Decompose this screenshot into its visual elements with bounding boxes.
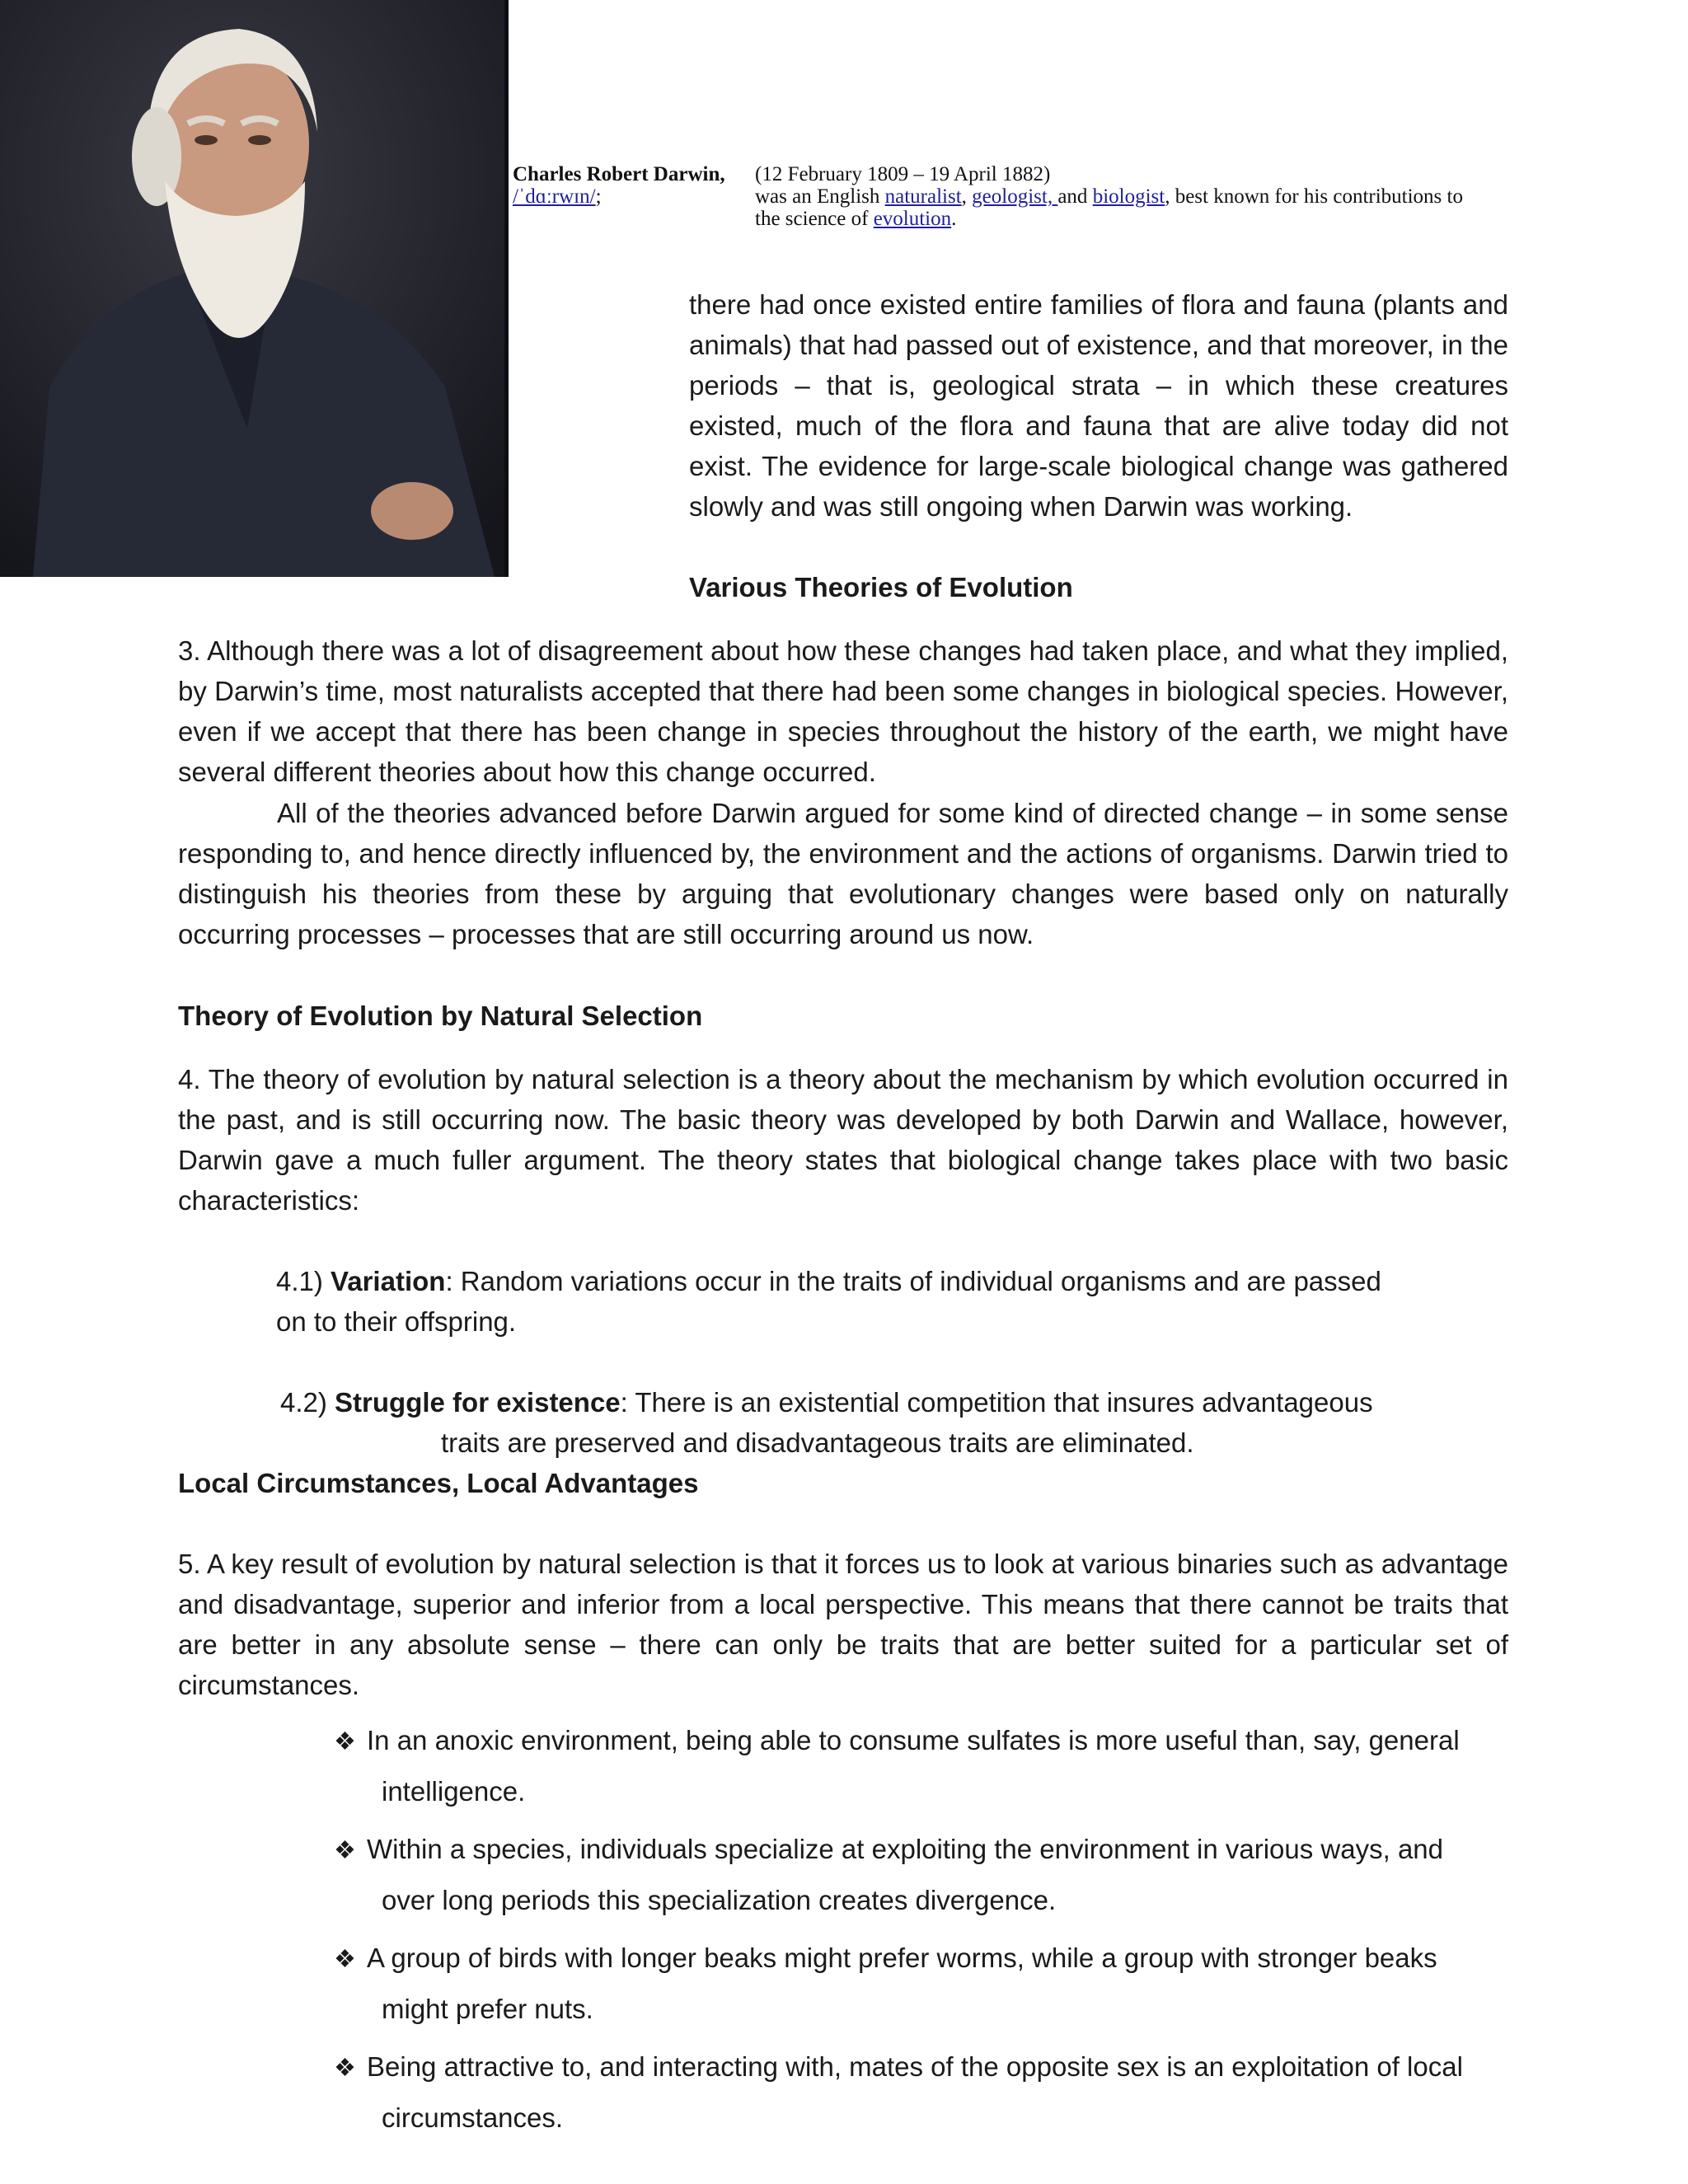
header-name: Charles Robert Darwin, [513, 163, 725, 185]
bullet-text-cont: circumstances. [382, 2102, 564, 2133]
bullet-text: In an anoxic environment, being able to consume sulfates is more useful than, say, general [367, 1725, 1460, 1755]
item-4-1-text-cont: on to their offspring. [276, 1306, 517, 1337]
bullet-text-cont: intelligence. [382, 1776, 526, 1807]
pronunciation-suffix: ; [595, 185, 602, 208]
list-item-variation [276, 1261, 1471, 1342]
list-item [334, 1825, 1529, 1925]
header-desc-line2 [755, 208, 1579, 230]
intro-paragraph: there had once existed entire families of flora and fauna (plants and animals) that had passed out of existence, and that moreover, in the periods – that is, geological strata – in which these creatures existed, much of the flora and fauna that are alive today did not exist. The evidence for large-scale biological change was gathered slowly and was still ongoing when Darwin was working. [689, 289, 1508, 522]
paragraph-5: 5. A key result of evolution by natural selection is that it forces us to look at various binaries such as advantage and disadvantage, superior and inferior from a local perspective. This means that there cannot be traits that are better in any absolute sense – there can only be traits that are better suited for a particular set of circumstances. [178, 1549, 1508, 1700]
paragraph-3: 3. Although there was a lot of disagreement about how these changes had taken place, and what they implied, by Darwin’s time, most naturalists accepted that there had been some changes in biological species. However, even if we accept that there has been change in species throughout the history of the earth, we might have several different theories about how this change occurred. [178, 635, 1508, 787]
diamond-bullet-icon: ❖ [334, 1728, 356, 1755]
diamond-bullet-icon: ❖ [334, 2055, 356, 2082]
pronunciation-link[interactable]: /ˈdɑːrwɪn/ [513, 185, 596, 208]
desc-line2-pre: the science of [755, 208, 874, 230]
list-item [334, 2042, 1529, 2143]
desc-period: . [951, 208, 957, 230]
item-4-1-term: Variation [331, 1266, 446, 1296]
item-4-1-number: 4.1) [276, 1266, 331, 1296]
heading-local-circumstances: Local Circumstances, Local Advantages [178, 1468, 699, 1498]
desc-and: and [1057, 185, 1093, 208]
bullet-text-cont: over long periods this specialization creates divergence. [382, 1885, 1057, 1915]
desc-pre: was an English [755, 185, 885, 208]
bullet-text: A group of birds with longer beaks might prefer worms, while a group with stronger beaks [367, 1943, 1437, 1973]
paragraph-4: 4. The theory of evolution by natural selection is a theory about the mechanism by which evolution occurred in the past, and is still occurring now. The basic theory was developed by both Darwin and Wallace, however, Darwin gave a much fuller argument. The theory states that biological change takes place with two basic characteristics: [178, 1064, 1508, 1216]
list-item-struggle [280, 1382, 1475, 1463]
diamond-bullet-icon: ❖ [334, 1946, 356, 1973]
item-4-2-text: : There is an existential competition that insures advantageous [620, 1387, 1373, 1418]
bullet-text-cont: might prefer nuts. [382, 1994, 593, 2024]
list-item [334, 1933, 1529, 2034]
item-4-2-text-cont: traits are preserved and disadvantageous traits are eliminated. [441, 1427, 1194, 1458]
list-item [334, 1716, 1529, 1816]
item-4-1-text: : Random variations occur in the traits of individual organisms and are passed [445, 1266, 1381, 1296]
header-name-block [513, 163, 752, 208]
paragraph-3b: All of the theories advanced before Darwin argued for some kind of directed change – in some sense responding to, and hence directly influenced by, the environment and the actions of organisms. Darwin tried to distinguish his theories from these by arguing that evolutionary changes were based only on naturally occurring processes – processes that are still occurring around us now. [178, 798, 1508, 949]
bullet-text: Within a species, individuals specialize at exploiting the environment in various ways, and [367, 1834, 1444, 1864]
diamond-bullet-icon: ❖ [334, 1837, 356, 1864]
header-description [755, 163, 1579, 230]
biologist-link[interactable]: biologist [1092, 185, 1165, 208]
geologist-link[interactable]: geologist, [972, 185, 1058, 208]
item-4-2-number: 4.2) [280, 1387, 335, 1418]
evolution-link[interactable]: evolution [873, 208, 952, 230]
bullet-text: Being attractive to, and interacting with, mates of the opposite sex is an exploitation of local [367, 2051, 1463, 2082]
naturalist-link[interactable]: naturalist [884, 185, 962, 208]
desc-mid: , best known for his contributions to [1165, 185, 1463, 208]
header-desc-line1 [755, 185, 1579, 208]
bullet-list [334, 1716, 1529, 2143]
heading-natural-selection: Theory of Evolution by Natural Selection [178, 1001, 703, 1031]
item-4-2-term: Struggle for existence [335, 1387, 621, 1418]
heading-various-theories: Various Theories of Evolution [689, 572, 1073, 602]
desc-comma: , [961, 185, 973, 208]
darwin-portrait [0, 0, 509, 577]
darwin-portrait-image [0, 0, 509, 577]
header-dates: (12 February 1809 – 19 April 1882) [755, 163, 1051, 185]
